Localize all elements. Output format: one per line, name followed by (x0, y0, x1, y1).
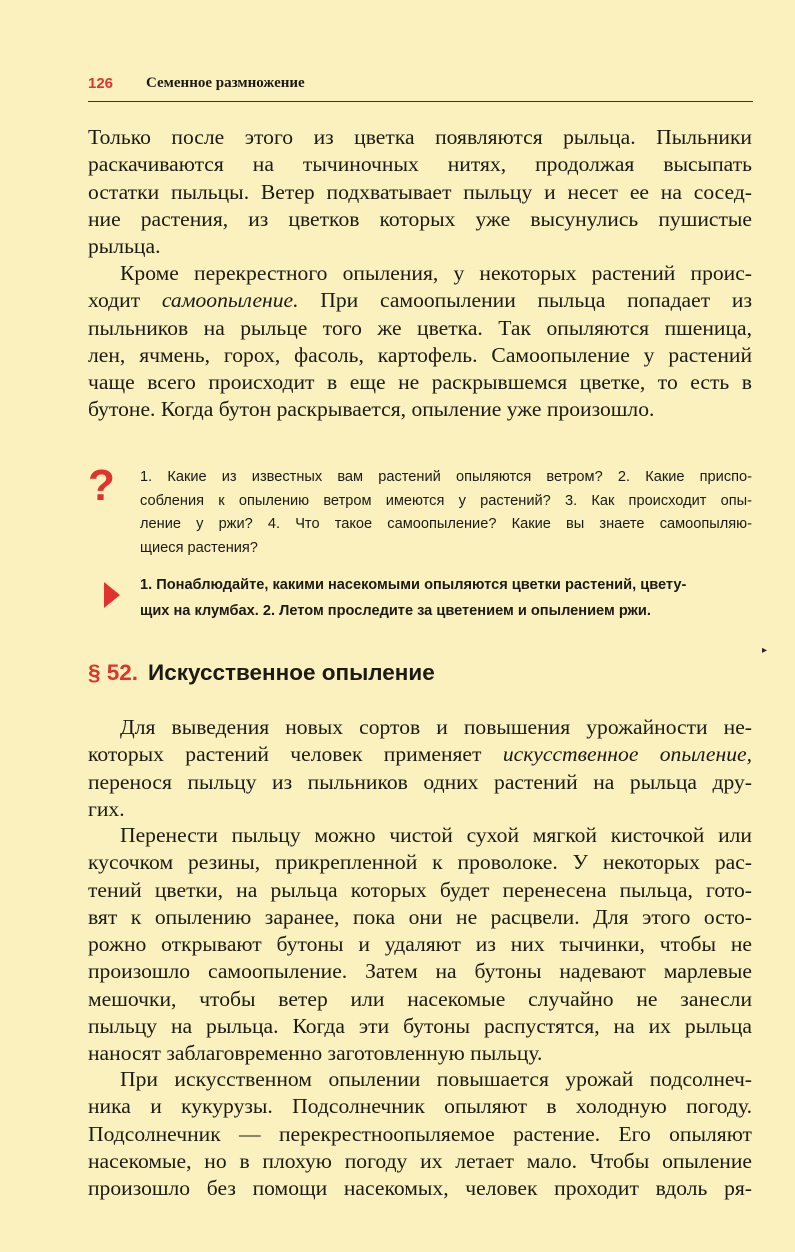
text-line (88, 741, 752, 768)
task-line: щих на клумбах. 2. Летом проследите за цветением и опылением ржи. (140, 603, 651, 619)
text-line: раскачиваются на тычиночных нитях, продолжая высыпать (88, 152, 752, 177)
text-fragment: При самоопылении пыльца попадает из (298, 288, 752, 313)
text-line: остатки пыльцы. Ветер подхватывает пыльцу и несет ее на сосед- (88, 179, 752, 204)
text-line (88, 287, 752, 314)
question-line: 1. Какие из известных вам растений опыляются ветром? 2. Какие приспо- (140, 469, 752, 485)
text-line: Подсолнечник — перекрестноопыляемое растение. Его опыляют (88, 1121, 752, 1146)
text-line: кусочком резины, прикрепленной к проволоке. У некоторых рас- (88, 850, 752, 875)
task-line: 1. Понаблюдайте, какими насекомыми опыляются цветки растений, цвету- (140, 577, 687, 593)
text-line: вят к опылению заранее, пока они не расцвели. Для этого осто- (88, 904, 752, 929)
scan-mark: ▸ (762, 645, 768, 656)
section-paragraph-1 (88, 714, 752, 823)
paragraph-2 (88, 260, 752, 424)
running-title: Семенное размножение (146, 75, 305, 91)
page-header (88, 72, 753, 98)
text-line: произошло без помощи насекомых, человек проходит вдоль ря- (88, 1176, 752, 1201)
section-title: Искусственное опыление (148, 660, 435, 685)
section-paragraph-2 (88, 822, 752, 1068)
section-paragraph-3 (88, 1066, 752, 1202)
text-line: рожно открывают бутоны и удаляют из них тычинки, чтобы не (88, 932, 752, 957)
text-line: пыльцу на рыльца. Когда эти бутоны распустятся, на их рыльца (88, 1014, 752, 1039)
text-line: При искусственном опылении повышается урожай подсолнеч- (120, 1067, 752, 1091)
text-line: пыльников на рыльце того же цветка. Так опыляются пшеница, (88, 315, 752, 340)
text-line: Для выведения новых сортов и повышения урожайности не- (120, 715, 752, 739)
text-line: ника и кукурузы. Подсолнечник опыляют в холодную погоду. (88, 1094, 752, 1119)
text-line: ние растения, из цветков которых уже высунулись пушистые (88, 206, 752, 231)
text-line: наносят заблаговременно заготовленную пыльцу. (88, 1041, 543, 1066)
text-line: лен, ячмень, горох, фасоль, картофель. Самоопыление у растений (88, 342, 752, 367)
page-number: 126 (88, 75, 114, 92)
text-line: Только после этого из цветка появляются рыльца. Пыльники (88, 125, 752, 149)
text-line: Кроме перекрестного опыления, у некоторых растений проис- (120, 261, 752, 285)
section-heading (88, 660, 435, 694)
text-fragment: которых растений человек применяет (88, 742, 503, 767)
text-line: гих. (88, 796, 125, 821)
text-line: бутоне. Когда бутон раскрывается, опыление уже произошло. (88, 397, 655, 422)
text-line: тений цветки, на рыльца которых будет перенесена пыльца, гото- (88, 877, 752, 902)
text-line: Перенести пыльцу можно чистой сухой мягкой кисточкой или (120, 823, 752, 847)
text-line: рыльца. (88, 234, 161, 259)
question-mark-icon: ? (88, 461, 115, 510)
text-line: перенося пыльцу из пыльников одних растений на рыльца дру- (88, 769, 752, 794)
header-divider (88, 101, 753, 102)
text-line: мешочки, чтобы ветер или насекомые случайно не занесли (88, 986, 752, 1011)
term-self-pollination: самоопыление. (161, 288, 299, 313)
text-line: насекомые, но в плохую погоду их летает мало. Чтобы опыление (88, 1148, 752, 1173)
triangle-pointer-icon (104, 582, 120, 608)
text-line: произошло самоопыление. Затем на бутоны надевают марлевые (88, 959, 752, 984)
questions-text (140, 466, 752, 560)
text-line: чаще всего происходит в еще не раскрывшемся цветке, то есть в (88, 370, 752, 395)
text-fragment: ходит (88, 288, 162, 313)
paragraph-1 (88, 124, 752, 260)
section-number: § 52. (88, 660, 139, 685)
question-line: щиеся растения? (140, 539, 258, 556)
tasks-text (140, 572, 752, 624)
term-artificial-pollination: искусственное опыление, (502, 742, 752, 767)
question-line: собления к опылению ветром имеются у растений? 3. Как происходит опы- (140, 492, 752, 509)
question-line: ление у ржи? 4. Что такое самоопыление? Какие вы знаете самоопыляю- (140, 516, 752, 532)
